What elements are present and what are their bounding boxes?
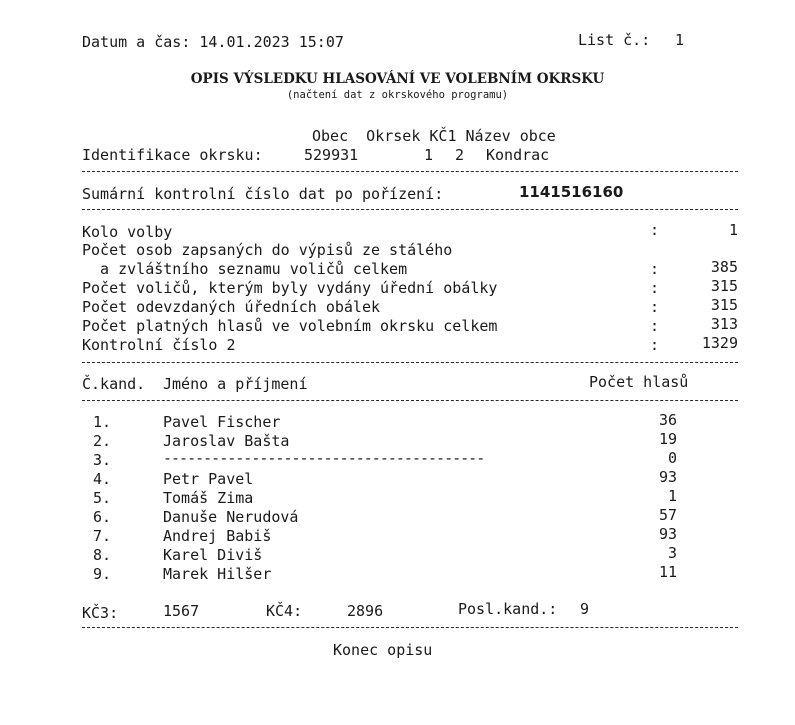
district-columns-header: Obec Okrsek KČ1 Název obce bbox=[312, 127, 556, 145]
stat-value: 313 bbox=[710, 315, 738, 333]
candidate-votes: 36 bbox=[658, 411, 677, 429]
stat-value: 315 bbox=[710, 277, 738, 295]
end-of-listing: Konec opisu bbox=[333, 641, 433, 659]
checksum-label: Sumární kontrolní číslo dat po pořízení: bbox=[82, 185, 444, 203]
document-subtitle: (načtení dat z okrskového programu) bbox=[286, 89, 509, 101]
candidate-number: 3. bbox=[93, 451, 112, 469]
stat-value: 1329 bbox=[701, 334, 738, 352]
stat-label: Počet osob zapsaných do výpisů ze stálého bbox=[82, 241, 453, 259]
candidate-votes: 19 bbox=[658, 430, 677, 448]
last-candidate-value: 9 bbox=[580, 600, 590, 618]
kc4-value: 2896 bbox=[347, 602, 384, 620]
stat-colon: : bbox=[650, 317, 660, 335]
candidate-votes: 1 bbox=[667, 487, 677, 505]
candidate-votes: 93 bbox=[658, 525, 677, 543]
stat-label: Počet platných hlasů ve volebním okrsku celkem bbox=[82, 317, 498, 335]
sheet-number: 1 bbox=[675, 31, 685, 49]
candidate-number: 6. bbox=[93, 508, 112, 526]
candidate-number: 9. bbox=[93, 565, 112, 583]
candidate-number: 5. bbox=[93, 489, 112, 507]
stat-label: Kontrolní číslo 2 bbox=[82, 336, 236, 354]
candidate-number: 8. bbox=[93, 546, 112, 564]
district-obec: 529931 bbox=[304, 146, 359, 164]
stat-label: Počet odevzdaných úředních obálek bbox=[82, 298, 381, 316]
candidate-number: 2. bbox=[93, 432, 112, 450]
kc4-label: KČ4: bbox=[266, 602, 303, 620]
candidate-votes: 57 bbox=[658, 506, 677, 524]
candidate-number: 4. bbox=[93, 470, 112, 488]
district-label: Identifikace okrsku: bbox=[82, 146, 263, 164]
candidate-number: 7. bbox=[93, 527, 112, 545]
stat-label: Počet voličů, kterým byly vydány úřední obálky bbox=[82, 279, 498, 297]
stat-colon: : bbox=[650, 260, 660, 278]
candidate-name: Jaroslav Bašta bbox=[163, 432, 290, 450]
sheet-label: List č.: bbox=[578, 31, 651, 49]
kc3-value: 1567 bbox=[163, 602, 200, 620]
candidate-name: ---------------------------------------- bbox=[163, 449, 485, 467]
stat-label: a zvláštního seznamu voličů celkem bbox=[82, 260, 408, 278]
divider bbox=[82, 209, 738, 210]
candidate-name: Marek Hilšer bbox=[163, 565, 272, 583]
candidate-votes: 0 bbox=[667, 449, 677, 467]
stat-colon: : bbox=[650, 298, 660, 316]
stat-value: 315 bbox=[710, 296, 738, 314]
divider bbox=[82, 627, 738, 628]
stat-label: Kolo volby bbox=[82, 223, 173, 241]
stat-value: 1 bbox=[728, 221, 738, 239]
candidate-number: 1. bbox=[93, 413, 112, 431]
stat-value: 385 bbox=[710, 258, 738, 276]
col-header-votes: Počet hlasů bbox=[589, 373, 689, 391]
divider bbox=[82, 362, 738, 363]
candidate-name: Pavel Fischer bbox=[163, 413, 281, 431]
district-kc1: 2 bbox=[455, 146, 465, 164]
col-header-number: Č.kand. bbox=[82, 375, 146, 393]
candidate-name: Tomáš Zima bbox=[163, 489, 254, 507]
divider bbox=[82, 400, 738, 401]
stat-colon: : bbox=[650, 221, 660, 239]
divider bbox=[82, 171, 738, 172]
candidate-name: Petr Pavel bbox=[163, 470, 254, 488]
stat-colon: : bbox=[650, 279, 660, 297]
district-okrsek: 1 bbox=[424, 146, 434, 164]
col-header-name: Jméno a příjmení bbox=[163, 375, 308, 393]
datetime-text: Datum a čas: 14.01.2023 15:07 bbox=[82, 33, 344, 51]
candidate-name: Danuše Nerudová bbox=[163, 508, 299, 526]
document-title: OPIS VÝSLEDKU HLASOVÁNÍ VE VOLEBNÍM OKRSKU bbox=[190, 71, 605, 87]
district-nazev: Kondrac bbox=[486, 146, 550, 164]
candidate-votes: 93 bbox=[658, 468, 677, 486]
kc3-label: KČ3: bbox=[82, 604, 119, 622]
last-candidate-label: Posl.kand.: bbox=[458, 600, 558, 618]
candidate-votes: 11 bbox=[658, 563, 677, 581]
candidate-name: Andrej Babiš bbox=[163, 527, 272, 545]
stat-colon: : bbox=[650, 336, 660, 354]
candidate-votes: 3 bbox=[667, 544, 677, 562]
candidate-name: Karel Diviš bbox=[163, 546, 263, 564]
checksum-value: 1141516160 bbox=[519, 183, 624, 201]
